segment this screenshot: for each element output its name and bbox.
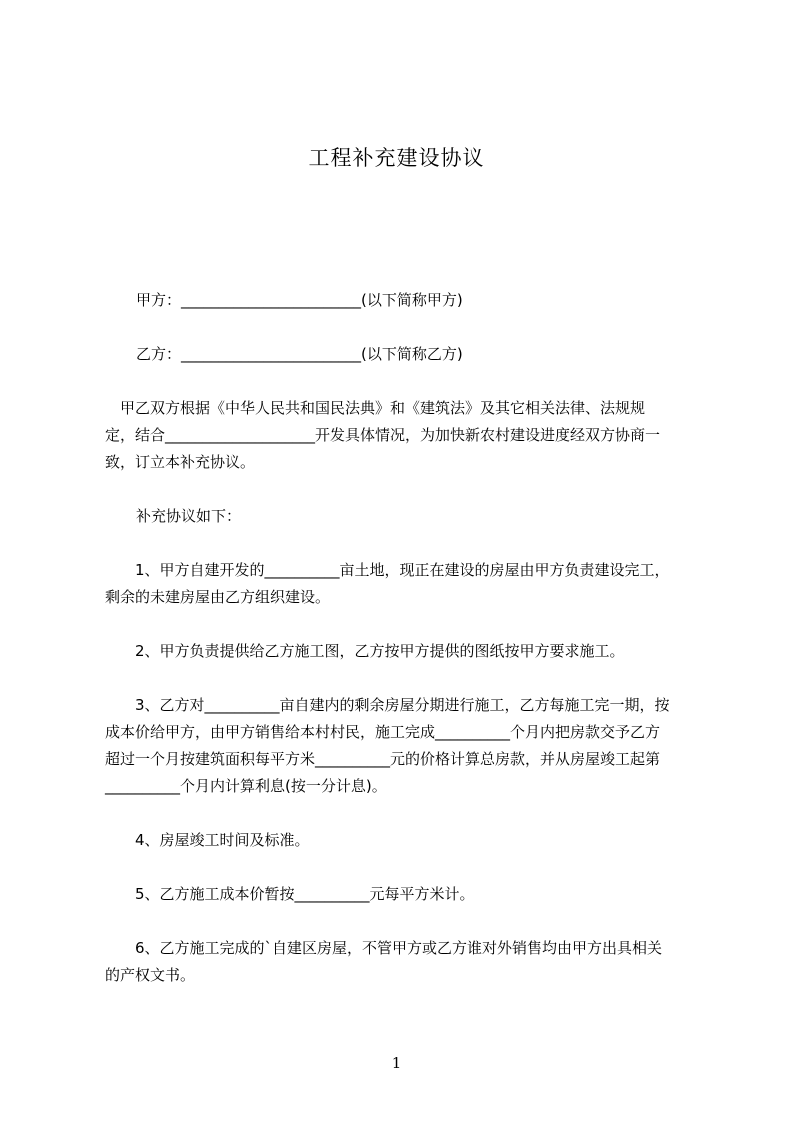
clause-6-line-1: 6、乙方施工完成的`自建区房屋，不管甲方或乙方谁对外销售均由甲方出具相关 (105, 939, 663, 957)
intro-line-3: 致，订立本补充协议。 (105, 453, 256, 471)
clause-3-line-1: 3、乙方对__________亩自建内的剩余房屋分期进行施工，乙方每施工完一期，按 (105, 696, 670, 714)
clause-3-line-2: 成本价给甲方，由甲方销售给本村村民，施工完成__________个月内把房款交予乙方 (105, 723, 661, 741)
intro-line-2: 定，结合____________________开发具体情况，为加快新农村建设进度经双方协商一 (105, 426, 661, 444)
party-a-line: 甲方：________________________(以下简称甲方) (136, 291, 463, 309)
clause-4-line-1: 4、房屋竣工时间及标准。 (105, 831, 310, 849)
clause-6-line-2: 的产权文书。 (105, 966, 196, 984)
clause-3-line-3: 超过一个月按建筑面积每平方米__________元的价格计算总房款，并从房屋竣工起第 (105, 750, 661, 768)
clause-1-line-2: 剩余的未建房屋由乙方组织建设。 (105, 588, 331, 606)
document-title: 工程补充建设协议 (308, 146, 485, 170)
clause-5-line-1: 5、乙方施工成本价暂按__________元每平方米计。 (105, 885, 475, 903)
clause-3-line-4: __________个月内计算利息(按一分计息)。 (105, 777, 387, 795)
agreement-heading: 补充协议如下： (136, 507, 242, 525)
clause-2-line-1: 2、甲方负责提供给乙方施工图，乙方按甲方提供的图纸按甲方要求施工。 (105, 642, 625, 660)
intro-line-1: 甲乙双方根据《中华人民共和国民法典》和《建筑法》及其它相关法律、法规规 (105, 399, 646, 417)
page-number: 1 (391, 1054, 402, 1072)
party-b-line: 乙方：________________________(以下简称乙方) (136, 345, 463, 363)
clause-1-line-1: 1、甲方自建开发的__________亩土地，现正在建设的房屋由甲方负责建设完工， (105, 561, 670, 579)
